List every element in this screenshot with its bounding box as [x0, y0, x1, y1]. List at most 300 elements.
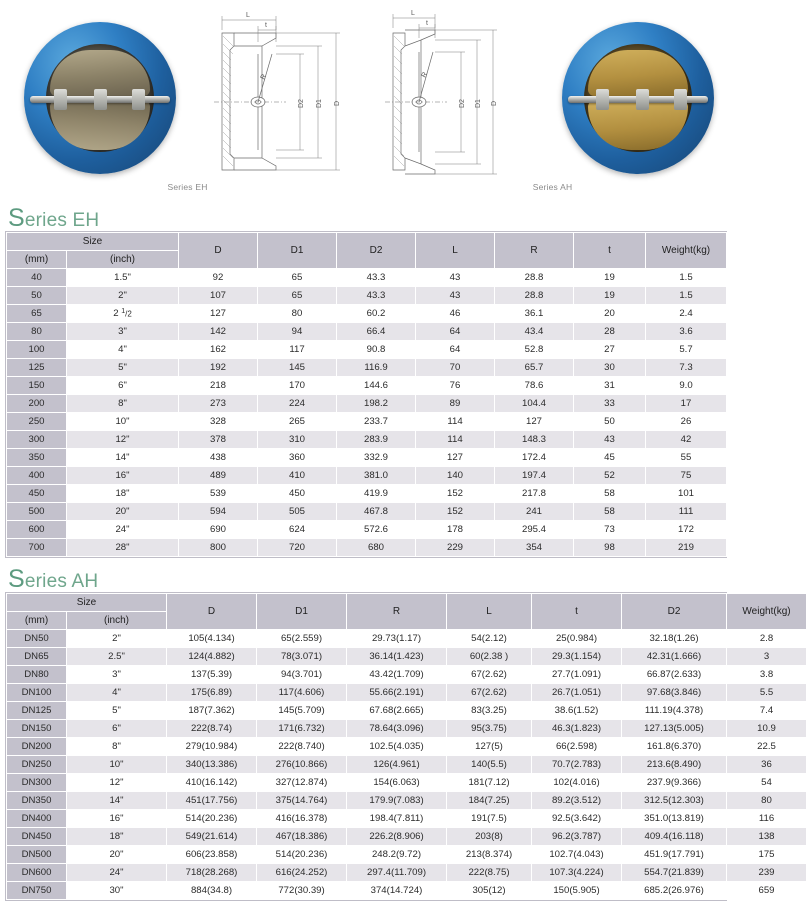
- cell-size-inch: 6": [67, 720, 167, 738]
- cell-value: 60.2: [337, 305, 416, 323]
- cell-value: 800: [179, 539, 258, 557]
- cell-value: 659: [727, 882, 807, 900]
- cell-value: 20: [574, 305, 646, 323]
- cell-size-mm: 80: [7, 323, 67, 341]
- cell-size-mm: DN80: [7, 666, 67, 684]
- cell-value: 226.2(8.906): [347, 828, 447, 846]
- cell-size-inch: 18": [67, 485, 179, 503]
- cell-value: 36: [727, 756, 807, 774]
- cell-value: 73: [574, 521, 646, 539]
- cell-value: 554.7(21.839): [622, 864, 727, 882]
- cell-value: 43.42(1.709): [347, 666, 447, 684]
- cell-value: 451(17.756): [167, 792, 257, 810]
- cell-value: 179.9(7.083): [347, 792, 447, 810]
- cell-value: 514(20.236): [167, 810, 257, 828]
- cell-size-mm: 450: [7, 485, 67, 503]
- cell-value: 107: [179, 287, 258, 305]
- header-col-l: L: [416, 233, 495, 269]
- cell-size-mm: DN350: [7, 792, 67, 810]
- cell-value: 145(5.709): [257, 702, 347, 720]
- table-row: [7, 269, 727, 287]
- cell-size-inch: 8": [67, 395, 179, 413]
- header-col-d2-ah: D2: [622, 594, 727, 630]
- cell-value: 297.4(11.709): [347, 864, 447, 882]
- caption-series-ah: Series AH: [532, 182, 573, 192]
- cell-value: 467(18.386): [257, 828, 347, 846]
- cell-value: 192: [179, 359, 258, 377]
- cell-value: 140(5.5): [447, 756, 532, 774]
- cell-size-inch: 24": [67, 521, 179, 539]
- cell-value: 191(7.5): [447, 810, 532, 828]
- header-size-mm: (mm): [7, 251, 67, 269]
- cell-value: 450: [258, 485, 337, 503]
- cell-value: 10.9: [727, 720, 807, 738]
- svg-text:t: t: [265, 22, 267, 29]
- cell-value: 105(4.134): [167, 630, 257, 648]
- cell-value: 7.3: [646, 359, 727, 377]
- cell-value: 172.4: [495, 449, 574, 467]
- cell-value: 137(5.39): [167, 666, 257, 684]
- svg-text:L: L: [411, 10, 415, 17]
- cell-value: 1.5: [646, 269, 727, 287]
- cell-value: 116.9: [337, 359, 416, 377]
- cell-value: 92: [179, 269, 258, 287]
- cell-value: 2.4: [646, 305, 727, 323]
- cell-value: 75: [646, 467, 727, 485]
- cell-value: 55: [646, 449, 727, 467]
- header-row-group-ah: [7, 594, 807, 612]
- cell-value: 229: [416, 539, 495, 557]
- cell-value: 70: [416, 359, 495, 377]
- cell-size-mm: DN450: [7, 828, 67, 846]
- cell-value: 19: [574, 269, 646, 287]
- cell-size-mm: DN750: [7, 882, 67, 900]
- cell-value: 178: [416, 521, 495, 539]
- cell-value: 217.8: [495, 485, 574, 503]
- cell-value: 98: [574, 539, 646, 557]
- cell-value: 36.1: [495, 305, 574, 323]
- cell-value: 67.68(2.665): [347, 702, 447, 720]
- cell-value: 328: [179, 413, 258, 431]
- cell-value: 213.6(8.490): [622, 756, 727, 774]
- cell-size-inch: 30": [67, 882, 167, 900]
- cell-value: 360: [258, 449, 337, 467]
- cell-value: 218: [179, 377, 258, 395]
- header-col-d-ah: D: [167, 594, 257, 630]
- cell-value: 340(13.386): [167, 756, 257, 774]
- shaft-lug-ah-a: [596, 89, 609, 110]
- header-col-r: R: [495, 233, 574, 269]
- section-title-ah: [0, 566, 730, 592]
- cell-value: 514(20.236): [257, 846, 347, 864]
- cell-size-inch: 2": [67, 630, 167, 648]
- cell-value: 94(3.701): [257, 666, 347, 684]
- cell-value: 89: [416, 395, 495, 413]
- cell-value: 224: [258, 395, 337, 413]
- cell-size-mm: DN400: [7, 810, 67, 828]
- svg-text:D1: D1: [316, 99, 323, 108]
- cell-value: 67(2.62): [447, 684, 532, 702]
- cell-value: 489: [179, 467, 258, 485]
- header-col-d: D: [179, 233, 258, 269]
- cell-size-mm: 400: [7, 467, 67, 485]
- cell-value: 222(8.74): [167, 720, 257, 738]
- cell-value: 26: [646, 413, 727, 431]
- cell-size-inch: 3": [67, 666, 167, 684]
- cell-value: 354: [495, 539, 574, 557]
- cell-value: 65(2.559): [257, 630, 347, 648]
- cell-value: 138: [727, 828, 807, 846]
- cell-value: 43.3: [337, 269, 416, 287]
- table-row: [7, 630, 807, 648]
- cell-value: 239: [727, 864, 807, 882]
- cell-value: 606(23.858): [167, 846, 257, 864]
- cell-value: 78.6: [495, 377, 574, 395]
- cell-value: 90.8: [337, 341, 416, 359]
- cell-value: 720: [258, 539, 337, 557]
- cell-value: 451.9(17.791): [622, 846, 727, 864]
- cell-value: 126(4.961): [347, 756, 447, 774]
- header-col-r-ah: R: [347, 594, 447, 630]
- spec-table-eh-head: [7, 233, 727, 269]
- cell-value: 66(2.598): [532, 738, 622, 756]
- cell-value: 65: [258, 287, 337, 305]
- cell-value: 616(24.252): [257, 864, 347, 882]
- cell-value: 28: [574, 323, 646, 341]
- cell-value: 36.14(1.423): [347, 648, 447, 666]
- cell-size-inch: 2.5": [67, 648, 167, 666]
- cell-value: 127: [416, 449, 495, 467]
- cell-value: 58: [574, 503, 646, 521]
- cell-value: 265: [258, 413, 337, 431]
- svg-text:D2: D2: [459, 99, 466, 108]
- table-row: [7, 792, 807, 810]
- figure-band: [0, 0, 730, 205]
- table-row: [7, 846, 807, 864]
- cell-size-inch: 12": [67, 431, 179, 449]
- cell-value: 187(7.362): [167, 702, 257, 720]
- table-row: [7, 774, 807, 792]
- cell-value: 381.0: [337, 467, 416, 485]
- cell-value: 25(0.984): [532, 630, 622, 648]
- header-col-d2: D2: [337, 233, 416, 269]
- cell-size-inch: 10": [67, 756, 167, 774]
- cell-value: 46: [416, 305, 495, 323]
- cell-size-mm: 600: [7, 521, 67, 539]
- cell-value: 438: [179, 449, 258, 467]
- cell-value: 219: [646, 539, 727, 557]
- cell-size-mm: 300: [7, 431, 67, 449]
- cell-size-mm: 125: [7, 359, 67, 377]
- technical-drawing-eh: [200, 0, 375, 205]
- svg-text:R: R: [259, 73, 269, 81]
- cell-size-mm: DN150: [7, 720, 67, 738]
- cell-size-mm: 250: [7, 413, 67, 431]
- svg-text:D: D: [334, 100, 341, 106]
- cell-value: 505: [258, 503, 337, 521]
- cell-size-mm: DN100: [7, 684, 67, 702]
- valve-photo-eh: [0, 0, 200, 205]
- cell-value: 233.7: [337, 413, 416, 431]
- cell-value: 690: [179, 521, 258, 539]
- cell-size-inch: 3": [67, 323, 179, 341]
- cell-size-mm: DN200: [7, 738, 67, 756]
- cell-value: 31: [574, 377, 646, 395]
- cell-size-mm: 200: [7, 395, 67, 413]
- shaft-lug-a: [54, 89, 67, 110]
- svg-text:L: L: [246, 12, 250, 19]
- cell-value: 42: [646, 431, 727, 449]
- table-row: [7, 431, 727, 449]
- table-row: [7, 395, 727, 413]
- cell-value: 7.4: [727, 702, 807, 720]
- table-row: [7, 449, 727, 467]
- cell-value: 327(12.874): [257, 774, 347, 792]
- table-row: [7, 485, 727, 503]
- cell-value: 89.2(3.512): [532, 792, 622, 810]
- header-size-inch-ah: (inch): [67, 612, 167, 630]
- technical-drawing-ah: [375, 0, 550, 205]
- cell-value: 26.7(1.051): [532, 684, 622, 702]
- cell-value: 60(2.38 ): [447, 648, 532, 666]
- cell-size-inch: 18": [67, 828, 167, 846]
- cell-value: 419.9: [337, 485, 416, 503]
- cell-size-inch: 2": [67, 287, 179, 305]
- cell-value: 27.7(1.091): [532, 666, 622, 684]
- cell-size-mm: 700: [7, 539, 67, 557]
- table-row: [7, 467, 727, 485]
- cell-value: 45: [574, 449, 646, 467]
- cell-value: 172: [646, 521, 727, 539]
- cell-value: 680: [337, 539, 416, 557]
- cell-value: 142: [179, 323, 258, 341]
- header-size-mm-ah: (mm): [7, 612, 67, 630]
- cell-value: 152: [416, 503, 495, 521]
- table-row: [7, 738, 807, 756]
- cell-value: 279(10.984): [167, 738, 257, 756]
- cell-value: 5.5: [727, 684, 807, 702]
- table-row: [7, 413, 727, 431]
- cell-value: 549(21.614): [167, 828, 257, 846]
- cell-value: 28.8: [495, 269, 574, 287]
- cell-value: 416(16.378): [257, 810, 347, 828]
- cell-size-mm: DN250: [7, 756, 67, 774]
- cell-value: 76: [416, 377, 495, 395]
- cell-size-mm: 65: [7, 305, 67, 323]
- cell-value: 78.64(3.096): [347, 720, 447, 738]
- cell-value: 718(28.268): [167, 864, 257, 882]
- cell-value: 127.13(5.005): [622, 720, 727, 738]
- cell-value: 80: [258, 305, 337, 323]
- cell-value: 124(4.882): [167, 648, 257, 666]
- cell-value: 161.8(6.370): [622, 738, 727, 756]
- cell-value: 283.9: [337, 431, 416, 449]
- header-col-weight-ah: Weight(kg): [727, 594, 807, 630]
- table-row: [7, 521, 727, 539]
- cell-value: 66.4: [337, 323, 416, 341]
- cell-value: 273: [179, 395, 258, 413]
- cell-size-mm: 40: [7, 269, 67, 287]
- cell-size-inch: 2 $^1$/2: [67, 305, 179, 323]
- cell-size-inch: 4": [67, 341, 179, 359]
- svg-text:R: R: [420, 71, 430, 79]
- spec-table-ah-wrap: [5, 592, 791, 901]
- shaft-lug-b: [94, 89, 107, 110]
- cell-value: 197.4: [495, 467, 574, 485]
- cell-value: 55.66(2.191): [347, 684, 447, 702]
- cell-value: 175(6.89): [167, 684, 257, 702]
- cell-value: 43.3: [337, 287, 416, 305]
- cell-value: 237.9(9.366): [622, 774, 727, 792]
- cell-value: 67(2.62): [447, 666, 532, 684]
- cell-value: 2.8: [727, 630, 807, 648]
- cell-value: 42.31(1.666): [622, 648, 727, 666]
- cell-value: 54(2.12): [447, 630, 532, 648]
- cell-value: 43: [416, 287, 495, 305]
- cell-value: 295.4: [495, 521, 574, 539]
- cell-size-inch: 8": [67, 738, 167, 756]
- header-col-d1-ah: D1: [257, 594, 347, 630]
- cell-size-mm: DN125: [7, 702, 67, 720]
- cell-value: 154(6.063): [347, 774, 447, 792]
- table-row: [7, 323, 727, 341]
- cell-value: 572.6: [337, 521, 416, 539]
- valve-photo-ah: [550, 0, 730, 205]
- cell-size-inch: 12": [67, 774, 167, 792]
- cell-size-inch: 5": [67, 359, 179, 377]
- table-row: [7, 684, 807, 702]
- table-row: [7, 359, 727, 377]
- cell-value: 409.4(16.118): [622, 828, 727, 846]
- header-size-group-ah: Size: [7, 594, 167, 612]
- cell-size-mm: 350: [7, 449, 67, 467]
- cell-size-inch: 14": [67, 792, 167, 810]
- cell-value: 3.8: [727, 666, 807, 684]
- table-row: [7, 882, 807, 900]
- cell-value: 104.4: [495, 395, 574, 413]
- cell-value: 27: [574, 341, 646, 359]
- cell-value: 170: [258, 377, 337, 395]
- header-col-t: t: [574, 233, 646, 269]
- cell-value: 351.0(13.819): [622, 810, 727, 828]
- cell-value: 33: [574, 395, 646, 413]
- table-row: [7, 720, 807, 738]
- cell-value: 114: [416, 431, 495, 449]
- cell-value: 378: [179, 431, 258, 449]
- cell-size-inch: 16": [67, 467, 179, 485]
- cell-value: 28.8: [495, 287, 574, 305]
- cell-value: 213(8.374): [447, 846, 532, 864]
- cell-value: 162: [179, 341, 258, 359]
- cell-value: 111: [646, 503, 727, 521]
- cell-value: 148.3: [495, 431, 574, 449]
- cell-value: 117: [258, 341, 337, 359]
- cell-value: 65: [258, 269, 337, 287]
- cell-value: 101: [646, 485, 727, 503]
- cell-value: 19: [574, 287, 646, 305]
- cell-value: 140: [416, 467, 495, 485]
- cell-value: 58: [574, 485, 646, 503]
- spec-table-ah-head: [7, 594, 807, 630]
- title-capital-eh: S: [8, 204, 25, 232]
- cell-value: 144.6: [337, 377, 416, 395]
- cell-value: 184(7.25): [447, 792, 532, 810]
- cell-value: 594: [179, 503, 258, 521]
- cell-value: 375(14.764): [257, 792, 347, 810]
- cell-value: 222(8.75): [447, 864, 532, 882]
- cell-value: 54: [727, 774, 807, 792]
- cell-value: 65.7: [495, 359, 574, 377]
- cell-value: 410(16.142): [167, 774, 257, 792]
- cell-value: 117(4.606): [257, 684, 347, 702]
- spec-table-ah-body: [7, 630, 807, 900]
- cell-value: 78(3.071): [257, 648, 347, 666]
- caption-series-eh: Series EH: [167, 182, 208, 192]
- cell-value: 52.8: [495, 341, 574, 359]
- cell-value: 310: [258, 431, 337, 449]
- header-size-inch: (inch): [67, 251, 179, 269]
- cell-value: 181(7.12): [447, 774, 532, 792]
- cell-size-mm: DN500: [7, 846, 67, 864]
- cell-size-inch: 5": [67, 702, 167, 720]
- cell-size-mm: 500: [7, 503, 67, 521]
- spec-table-ah: [6, 593, 807, 900]
- cell-size-mm: DN600: [7, 864, 67, 882]
- header-col-l-ah: L: [447, 594, 532, 630]
- header-col-t-ah: t: [532, 594, 622, 630]
- cell-value: 685.2(26.976): [622, 882, 727, 900]
- cell-value: 43: [416, 269, 495, 287]
- cell-value: 145: [258, 359, 337, 377]
- cell-value: 64: [416, 341, 495, 359]
- cell-size-inch: 6": [67, 377, 179, 395]
- title-capital-ah: S: [8, 565, 25, 593]
- cell-value: 83(3.25): [447, 702, 532, 720]
- cell-size-inch: 20": [67, 846, 167, 864]
- cell-size-mm: 50: [7, 287, 67, 305]
- cell-value: 539: [179, 485, 258, 503]
- cell-value: 70.7(2.783): [532, 756, 622, 774]
- header-size-group: Size: [7, 233, 179, 251]
- cell-size-inch: 24": [67, 864, 167, 882]
- table-row: [7, 828, 807, 846]
- svg-text:D: D: [491, 100, 498, 106]
- cell-size-inch: 1.5": [67, 269, 179, 287]
- spec-table-eh-wrap: [5, 231, 727, 558]
- drawing-svg-ah: [375, 8, 550, 188]
- cell-value: 29.73(1.17): [347, 630, 447, 648]
- cell-value: 94: [258, 323, 337, 341]
- cell-value: 312.5(12.303): [622, 792, 727, 810]
- cell-size-mm: 150: [7, 377, 67, 395]
- cell-value: 66.87(2.633): [622, 666, 727, 684]
- cell-value: 175: [727, 846, 807, 864]
- cell-value: 248.2(9.72): [347, 846, 447, 864]
- cell-size-inch: 4": [67, 684, 167, 702]
- header-col-d1: D1: [258, 233, 337, 269]
- title-rest-eh: eries EH: [24, 210, 100, 231]
- cell-value: 884(34.8): [167, 882, 257, 900]
- cell-value: 241: [495, 503, 574, 521]
- cell-value: 114: [416, 413, 495, 431]
- cell-value: 3: [727, 648, 807, 666]
- table-row: [7, 702, 807, 720]
- cell-value: 107.3(4.224): [532, 864, 622, 882]
- cell-value: 5.7: [646, 341, 727, 359]
- cell-value: 111.19(4.378): [622, 702, 727, 720]
- cell-value: 32.18(1.26): [622, 630, 727, 648]
- table-row: [7, 648, 807, 666]
